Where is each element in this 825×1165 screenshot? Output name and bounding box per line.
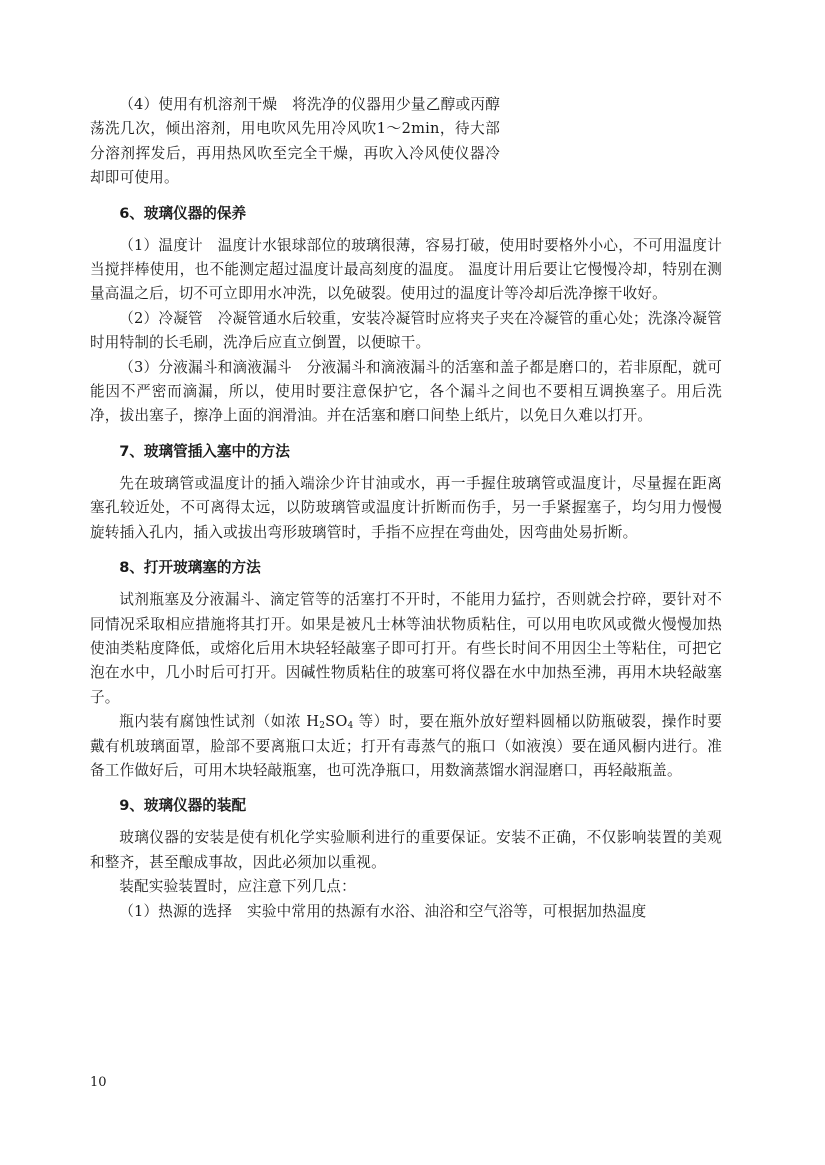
heading-tube-insertion: 7、玻璃管插入塞中的方法: [119, 442, 290, 460]
acid-text-after: 等）时，要在瓶外放好塑料圆桶以防瓶破裂，操作时要戴有机玻璃面罩，脸部不要离瓶口太近；打开有毒蒸气的瓶口（如液溴）要在通风橱内进行。准备工作做好后，可用木块轻敲瓶塞，也可洗净瓶口，用数滴蒸馏水润湿磨口，再轻敲瓶盖。: [90, 713, 722, 779]
paragraph-heat-source: （1）热源的选择 实验中常用的热源有水浴、油浴和空气浴等，可根据加热温度: [119, 902, 647, 920]
paragraph-solvent-drying: （4）使用有机溶剂干燥 将洗净的仪器用少量乙醇或丙醇荡洗几次，倾出溶剂，用电吹风先用冷风吹1～2min，待大部分溶剂挥发后，再用热风吹至完全干燥，再吹入冷风使仪器冷却即可使用。: [90, 96, 500, 187]
acid-subscript-2: 2: [319, 721, 326, 732]
page-number: 10: [90, 1075, 107, 1090]
acid-text-before: 瓶内装有腐蚀性试剂（如浓 H: [119, 713, 320, 731]
paragraph-thermometer: （1）温度计 温度计水银球部位的玻璃很薄，容易打破，使用时要格外小心，不可用温度计当搅拌棒使用，也不能测定超过温度计最高刻度的温度。 温度计用后要让它慢慢冷却，特别在测量高温之后，切不可立即用水冲洗，以免破裂。使用过的温度计等冷却后洗净擦干收好。: [90, 236, 722, 303]
heading-glassware-maintenance: 6、玻璃仪器的保养: [119, 204, 247, 222]
paragraph-tube-insertion: 先在玻璃管或温度计的插入端涂少许甘油或水，再一手握住玻璃管或温度计，尽量握在距离塞孔较近处，不可离得太远，以防玻璃管或温度计折断而伤手，另一手紧握塞子，均匀用力慢慢旋转插入孔内，插入或拔出弯形玻璃管时，手指不应捏在弯曲处，因弯曲处易折断。: [90, 474, 722, 541]
paragraph-assembly-importance: 玻璃仪器的安装是使有机化学实验顺利进行的重要保证。安装不正确，不仅影响装置的美观和整齐，甚至酿成事故，因此必须加以重视。: [90, 829, 722, 871]
acid-subscript-4: 4: [347, 721, 354, 732]
paragraph-condenser: （2）冷凝管 冷凝管通水后较重，安装冷凝管时应将夹子夹在冷凝管的重心处；洗涤冷凝管时用特制的长毛刷，洗净后应直立倒置，以便晾干。: [90, 309, 722, 352]
paragraph-assembly-notes: 装配实验装置时，应注意下列几点：: [119, 878, 356, 896]
document-body: [90, 93, 722, 924]
paragraph-corrosive-reagent: [90, 710, 722, 783]
paragraph-funnels: （3）分液漏斗和滴液漏斗 分液漏斗和滴液漏斗的活塞和盖子都是磨口的，若非原配，就可能因不严密而滴漏，所以，使用时要注意保护它，各个漏斗之间也不要相互调换塞子。用后洗净，拔出塞子，擦净上面的润滑油。并在活塞和磨口间垫上纸片，以免日久难以打开。: [90, 358, 722, 425]
paragraph-stuck-stopper: 试剂瓶塞及分液漏斗、滴定管等的活塞打不开时，不能用力猛拧，否则就会拧碎，要针对不同情况采取相应措施将其打开。如果是被凡士林等油状物质粘住，可以用电吹风或微火慢慢加热使油类粘度降低，或熔化后用木块轻轻敲塞子即可打开。有些长时间不用因尘土等粘住，可把它泡在水中，几小时后可打开。因碱性物质粘住的玻塞可将仪器在水中加热至沸，再用木块轻敲塞子。: [90, 591, 722, 706]
acid-text-so: SO: [325, 713, 348, 731]
heading-open-stopper: 8、打开玻璃塞的方法: [119, 559, 261, 577]
heading-glassware-assembly: 9、玻璃仪器的装配: [119, 797, 247, 815]
